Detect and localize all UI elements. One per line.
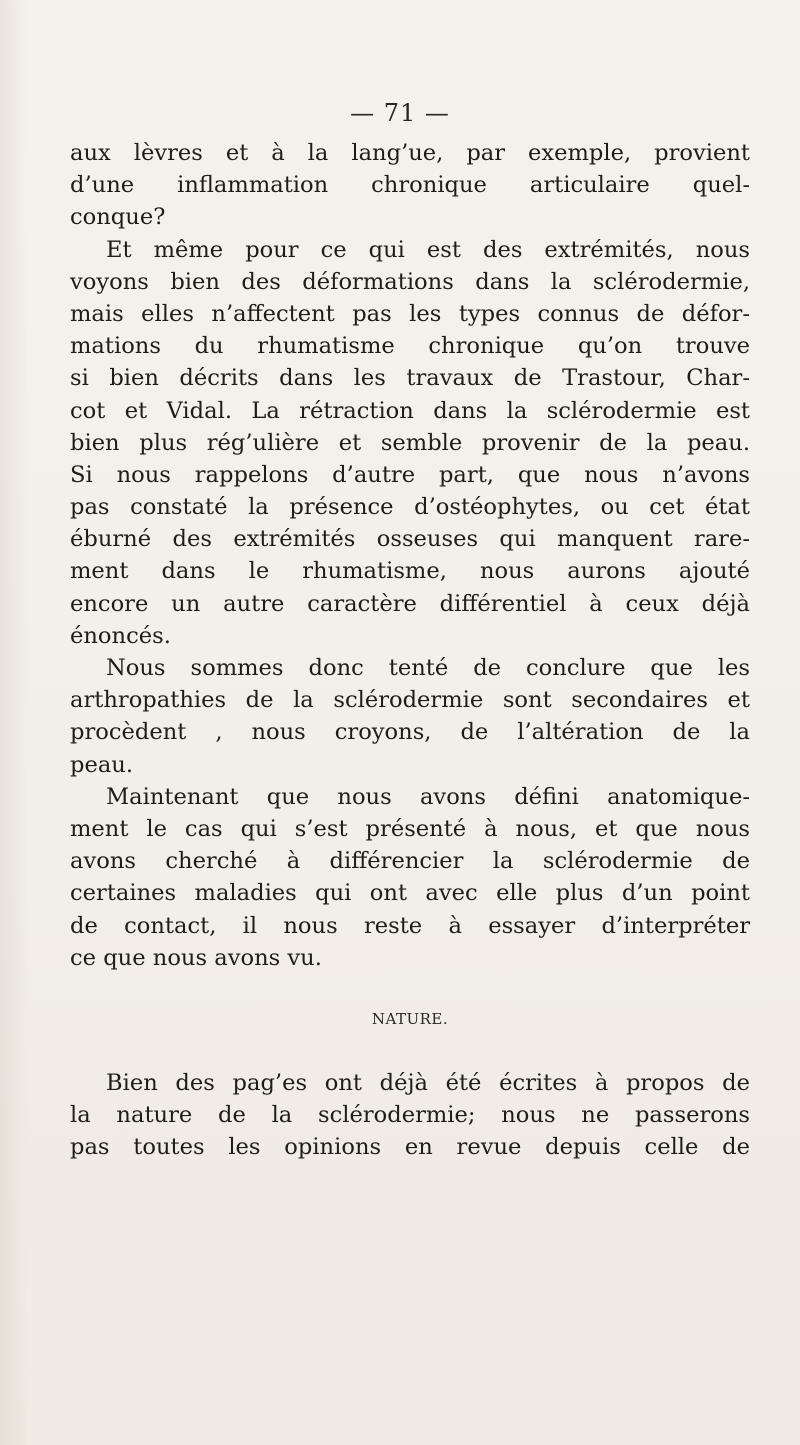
text-line: pas constaté la présence d’ostéophytes, ou cet état <box>70 494 750 521</box>
text-line: mations du rhumatisme chronique qu’on trouve <box>70 333 750 360</box>
text-line: éburné des extrémités osseuses qui manquent rare- <box>70 526 750 553</box>
text-line: de contact, il nous reste à essayer d’interpréter <box>70 912 750 939</box>
text-line: mais elles n’affectent pas les types connus de défor- <box>70 300 750 327</box>
text-line: cot et Vidal. La rétraction dans la sclérodermie est <box>70 397 750 424</box>
text-line: certaines maladies qui ont avec elle plus d’un point <box>70 880 750 907</box>
text-line: pas toutes les opinions en revue depuis celle de <box>70 1134 750 1161</box>
text-line: avons cherché à différencier la sclérodermie de <box>70 848 750 875</box>
text-line: Bien des pag’es ont déjà été écrites à propos de <box>106 1069 750 1096</box>
text-line: Maintenant que nous avons défini anatomique- <box>106 783 750 810</box>
text-line: voyons bien des déformations dans la sclérodermie, <box>70 268 750 295</box>
text-line: ment dans le rhumatisme, nous aurons ajouté <box>70 558 750 585</box>
text-line: procèdent , nous croyons, de l’altération de la <box>70 719 750 746</box>
body-text <box>70 137 750 1163</box>
text-line: la nature de la sclérodermie; nous ne passerons <box>70 1102 750 1129</box>
section-heading: NATURE. <box>371 1009 449 1028</box>
text-line: Si nous rappelons d’autre part, que nous n’avons <box>70 461 750 488</box>
page-number: — 71 — <box>350 99 450 127</box>
text-line: ce que nous avons vu. <box>70 944 322 971</box>
text-line: Nous sommes donc tenté de conclure que les <box>106 655 750 681</box>
text-line: Et même pour ce qui est des extrémités, nous <box>106 236 750 263</box>
text-line: bien plus rég’ulière et semble provenir de la peau. <box>70 429 750 456</box>
text-line: encore un autre caractère différentiel à ceux déjà <box>70 590 750 617</box>
text-line: aux lèvres et à la lang’ue, par exemple, provient <box>70 140 750 166</box>
text-line: arthropathies de la sclérodermie sont secondaires et <box>70 687 750 714</box>
text-line: ment le cas qui s’est présenté à nous, et que nous <box>70 815 750 842</box>
text-line: conque? <box>70 204 166 231</box>
text-line: peau. <box>70 751 134 778</box>
text-line: d’une inflammation chronique articulaire quel- <box>70 172 750 199</box>
text-line: énoncés. <box>70 622 171 649</box>
gutter-shadow <box>0 0 28 1445</box>
text-line: si bien décrits dans les travaux de Trastour, Char- <box>70 365 750 392</box>
